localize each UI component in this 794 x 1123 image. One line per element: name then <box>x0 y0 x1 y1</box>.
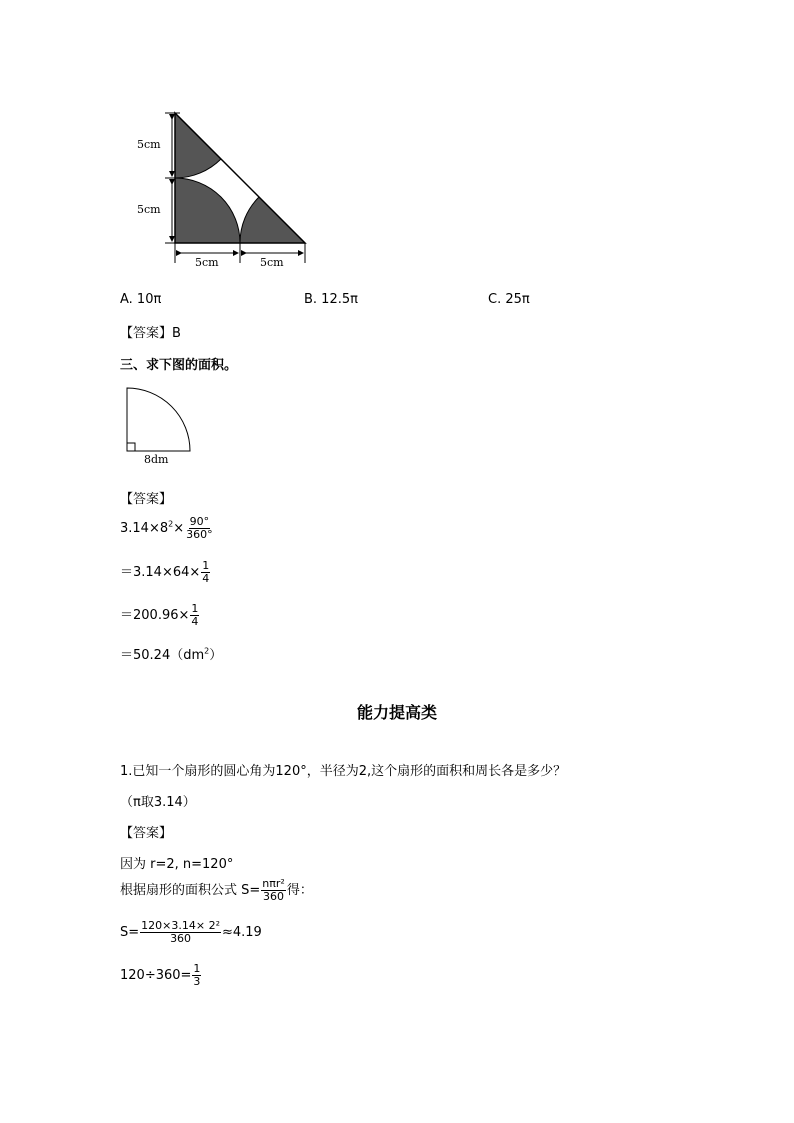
question-1-line-2: 根据扇形的面积公式 S= $\frac{\text{nπr²}}{360}$ 得： <box>120 877 313 903</box>
radius-label: 8dm <box>144 453 169 466</box>
dim-label-bottom-left: 5cm <box>195 256 219 269</box>
question-1-answer-label: 【答案】 <box>120 826 173 841</box>
section-3-title: 三、求下图的面积。 <box>120 358 238 373</box>
dim-label-left-top: 5cm <box>137 138 161 151</box>
fraction: $\frac{1}{4}$ <box>191 602 199 628</box>
fraction: $\frac{1}{3}$ <box>193 962 201 988</box>
fraction: $\frac{\text{nπr²}}{360}$ <box>262 877 285 903</box>
triangle-figure <box>125 108 325 278</box>
dim-label-bottom-right: 5cm <box>260 256 284 269</box>
question-1-line-1: 因为 r=2, n=120° <box>120 857 234 872</box>
fraction: $\frac{\text{120×3.14× 2²}}{360}$ <box>141 919 220 945</box>
question-1-text: 1.已知一个扇形的圆心角为120°，半径为2,这个扇形的面积和周长各是多少？ <box>120 764 567 779</box>
section-heading: 能力提高类 <box>356 703 437 722</box>
dim-label-left-bottom: 5cm <box>137 203 161 216</box>
answer-2-label: 【答案】 <box>120 492 173 507</box>
calc-line-1: $3.14\times 8^2\times$ $\frac{90^\circ}{360^\circ}$ <box>120 515 213 541</box>
option-c: C. 25π <box>488 292 530 307</box>
question-1-line-4: 120÷360= $\frac{1}{3}$ <box>120 962 201 988</box>
question-1-note: （π取3.14） <box>120 795 196 810</box>
question-1-line-3: S= $\frac{\text{120×3.14× 2²}}{360}$ ≈4.19 <box>120 919 262 945</box>
option-b: B. 12.5π <box>304 292 358 307</box>
option-a: A. 10π <box>120 292 162 307</box>
quarter-circle-figure <box>120 385 200 455</box>
answer-1: 【答案】B <box>120 326 181 341</box>
calc-line-3: ＝200.96× $\frac{1}{4}$ <box>120 602 199 628</box>
fraction: $\frac{90^\circ}{360^\circ}$ <box>186 515 213 541</box>
calc-line-4: $=50.24(dm^2)$ <box>120 646 223 663</box>
fraction: $\frac{1}{4}$ <box>202 559 210 585</box>
calc-line-2: ＝3.14×64× $\frac{1}{4}$ <box>120 559 210 585</box>
